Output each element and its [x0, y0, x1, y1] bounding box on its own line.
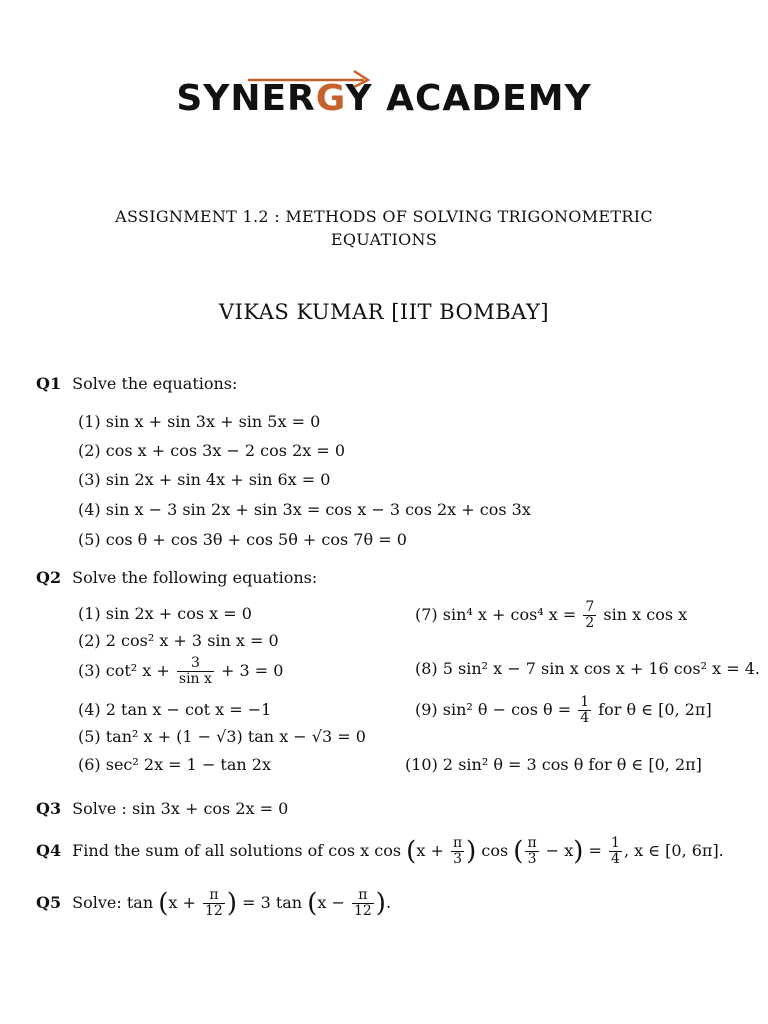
numerator: π	[452, 835, 463, 851]
q2-item-6: (6) sec² 2x = 1 − tan 2x	[78, 755, 271, 774]
fraction	[203, 888, 225, 919]
term: − x	[545, 841, 574, 860]
assignment-title: ASSIGNMENT 1.2 : METHODS OF SOLVING TRIGONOMETRIC EQUATIONS	[115, 207, 653, 249]
question-text: Solve: tan	[72, 893, 154, 912]
question-text: Solve the equations:	[72, 374, 238, 393]
q2-item-2: (2) 2 cos² x + 3 sin x = 0	[78, 631, 279, 650]
question-label: Q1	[36, 374, 62, 393]
question-5	[36, 888, 391, 919]
fraction	[578, 695, 591, 726]
right-paren: )	[573, 836, 584, 867]
numerator: 1	[611, 835, 620, 851]
logo-arrow-icon	[246, 66, 376, 88]
right-paren: )	[375, 888, 386, 919]
question-4	[36, 836, 724, 867]
fraction	[352, 888, 374, 919]
logo-part1: SYNER	[176, 78, 316, 119]
item-text: (7) sin⁴ x + cos⁴ x =	[415, 605, 577, 624]
q1-item-1: (1) sin x + sin 3x + sin 5x = 0	[78, 412, 321, 431]
denominator: 4	[611, 851, 620, 867]
left-paren: (	[513, 836, 524, 867]
right-paren: )	[466, 836, 477, 867]
term: .	[385, 893, 392, 912]
item-text: + 3 = 0	[221, 661, 284, 680]
question-text: Solve the following equations:	[72, 568, 318, 587]
term: x +	[416, 841, 444, 860]
q2-item-3	[78, 656, 283, 687]
question-label: Q4	[36, 841, 62, 860]
fraction	[583, 600, 596, 631]
right-paren: )	[226, 888, 237, 919]
fraction	[609, 836, 622, 867]
denominator: sin x	[178, 671, 212, 687]
denominator: 2	[585, 615, 595, 631]
logo-wordmark	[176, 78, 591, 119]
left-paren: (	[406, 836, 417, 867]
item-text: sin x cos x	[603, 605, 688, 624]
numerator: π	[203, 888, 225, 904]
q2-item-4: (4) 2 tan x − cot x = −1	[78, 700, 272, 719]
numerator: π	[352, 888, 374, 904]
question-label: Q2	[36, 568, 62, 587]
item-text: (3) cot² x +	[78, 661, 170, 680]
fraction	[451, 836, 464, 867]
term: cos	[481, 841, 509, 860]
denominator: 12	[353, 903, 372, 919]
fraction	[525, 836, 538, 867]
q2-item-5: (5) tan² x + (1 − √3) tan x − √3 = 0	[78, 727, 366, 746]
term: =	[588, 841, 602, 860]
term: = 3 tan	[242, 893, 303, 912]
term: , x ∈ [0, 6π].	[623, 841, 724, 860]
q2-item-1: (1) sin 2x + cos x = 0	[78, 604, 252, 623]
item-text: (9) sin² θ − cos θ =	[415, 700, 572, 719]
question-3	[36, 799, 288, 818]
term: x −	[317, 893, 345, 912]
logo-accent-letter: G	[315, 78, 346, 119]
q1-item-4: (4) sin x − 3 sin 2x + sin 3x = cos x − 3 cos 2x + cos 3x	[78, 500, 531, 519]
question-text: Find the sum of all solutions of cos x cos	[72, 841, 402, 860]
q1-item-5: (5) cos θ + cos 3θ + cos 5θ + cos 7θ = 0	[78, 530, 407, 549]
question-2	[36, 568, 317, 587]
author-name: VIKAS KUMAR [IIT BOMBAY]	[218, 300, 550, 324]
q2-item-9	[415, 695, 712, 726]
left-paren: (	[158, 888, 169, 919]
numerator: π	[527, 835, 537, 851]
question-text: Solve : sin 3x + cos 2x = 0	[72, 799, 289, 818]
academy-logo	[0, 78, 768, 119]
logo-part3: Y ACADEMY	[345, 78, 592, 119]
q2-item-10: (10) 2 sin² θ = 3 cos θ for θ ∈ [0, 2π]	[405, 755, 702, 774]
term: x +	[168, 893, 196, 912]
item-text: for θ ∈ [0, 2π]	[598, 700, 712, 719]
fraction	[177, 656, 214, 687]
numerator: 3	[177, 656, 214, 672]
numerator: 1	[580, 694, 590, 710]
left-paren: (	[307, 888, 318, 919]
q1-item-3: (3) sin 2x + sin 4x + sin 6x = 0	[78, 470, 331, 489]
q2-item-8: (8) 5 sin² x − 7 sin x cos x + 16 cos² x = 4.	[415, 659, 760, 678]
question-label: Q3	[36, 799, 62, 818]
denominator: 3	[527, 851, 537, 867]
q1-item-2: (2) cos x + cos 3x − 2 cos 2x = 0	[78, 441, 346, 460]
question-label: Q5	[36, 893, 62, 912]
denominator: 4	[580, 710, 590, 726]
q2-item-7	[415, 600, 687, 631]
denominator: 12	[205, 903, 223, 919]
question-1	[36, 374, 237, 393]
denominator: 3	[453, 851, 462, 867]
numerator: 7	[585, 599, 595, 615]
